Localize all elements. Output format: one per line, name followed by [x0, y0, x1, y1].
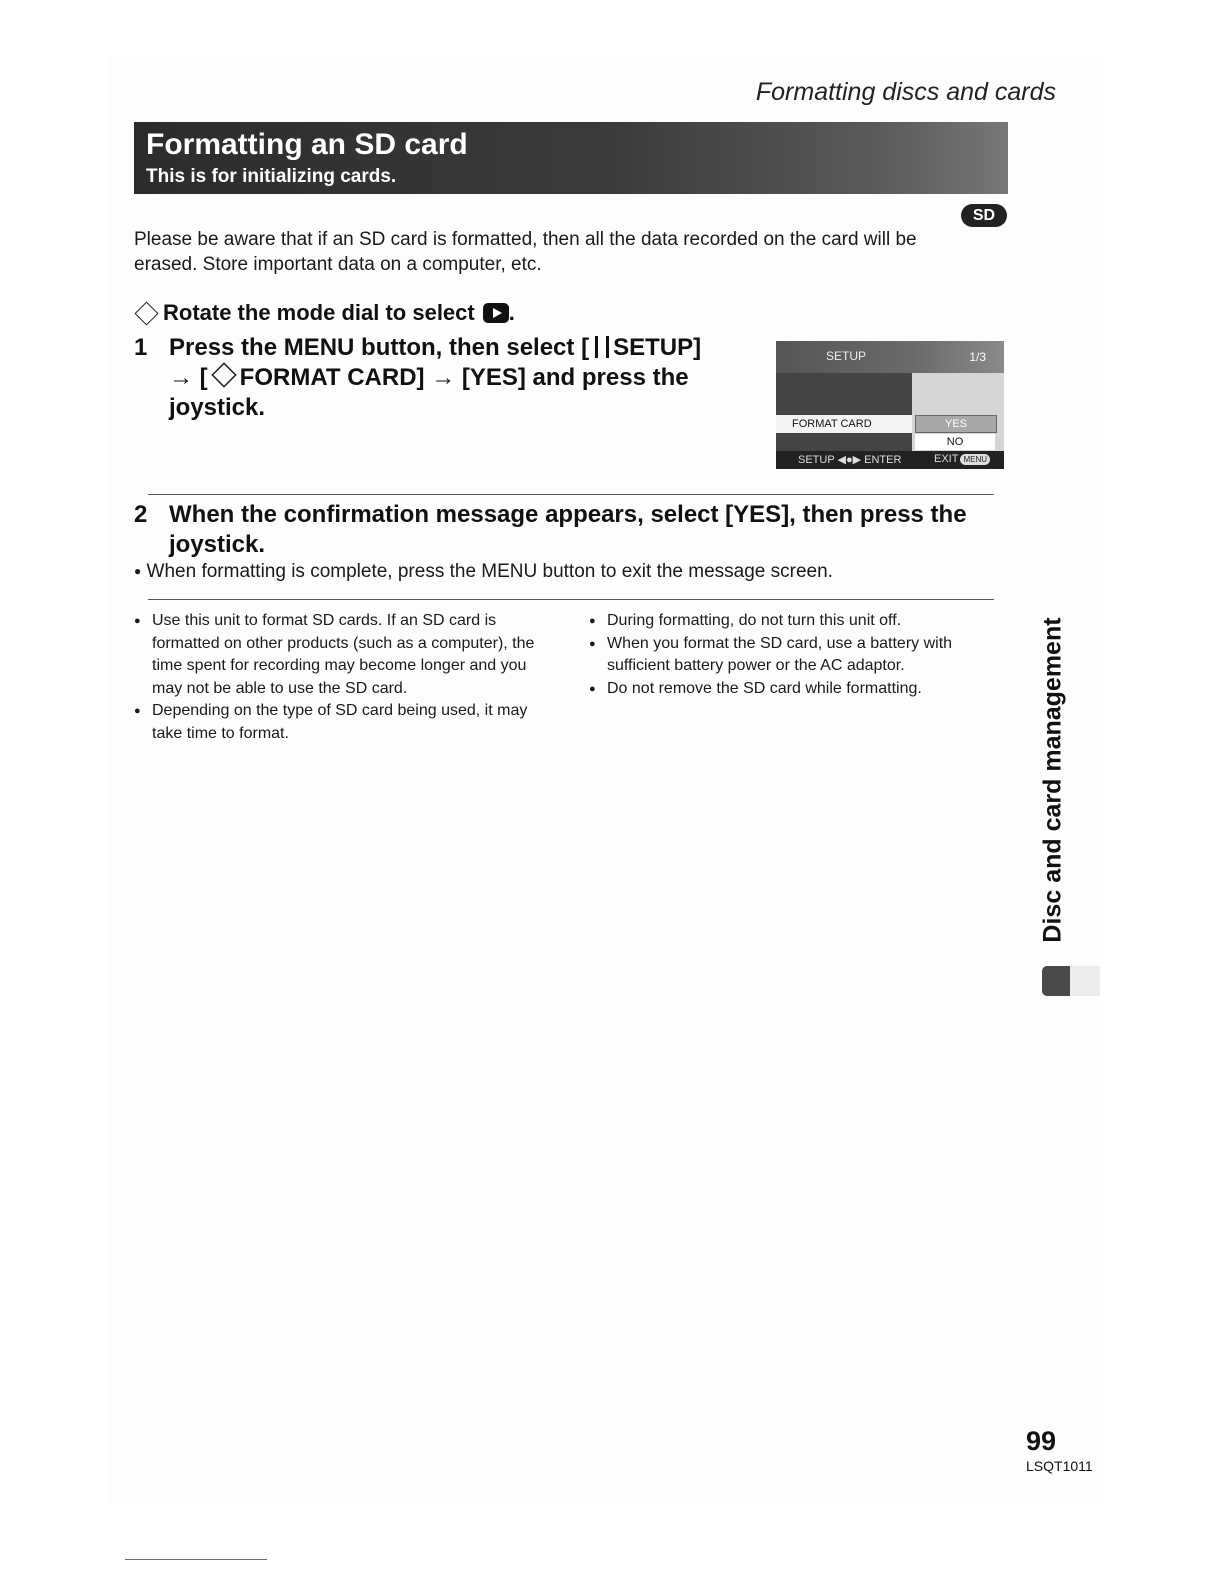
note-item: ● When you format the SD card, use a battery with sufficient battery power or the AC adaptor.	[589, 633, 1009, 678]
step-2-text	[169, 500, 967, 560]
step-1-text-e: joystick.	[169, 394, 266, 421]
screen-exit-label: EXIT	[933, 453, 959, 465]
step-1-text-c: → [	[169, 364, 208, 391]
lcd-screen-illustration	[776, 341, 1004, 469]
note-item: ● Use this unit to format SD cards. If an SD card is formatted on other products (such as a computer), the time spent for recording may become longer and you may not be able to use the SD card.	[134, 610, 544, 700]
intro-paragraph: Please be aware that if an SD card is formatted, then all the data recorded on the card will be erased. Store important data on a computer, etc.	[134, 229, 917, 275]
screen-format-card-label: FORMAT CARD	[792, 418, 872, 430]
note-item: ● Depending on the type of SD card being used, it may take time to format.	[134, 700, 544, 745]
step-1-text-a: Press the MENU button, then select [	[169, 334, 590, 361]
divider-bottom	[148, 599, 994, 600]
section-banner	[134, 122, 1008, 194]
chapter-marker	[1042, 966, 1070, 996]
notes-right-column	[589, 610, 1009, 700]
sd-badge: SD	[961, 204, 1007, 227]
step-1-number: 1	[134, 334, 148, 361]
step-1-text-b: SETUP]	[613, 334, 702, 361]
note-item: ● During formatting, do not turn this unit off.	[589, 610, 1009, 633]
chapter-side-tab-label: Disc and card management	[1038, 617, 1067, 943]
playback-mode-icon	[483, 303, 509, 323]
pre-step-instruction	[134, 300, 515, 326]
page-number: 99	[1026, 1426, 1057, 1456]
format-card-icon	[211, 362, 236, 387]
step-2-line-1: When the confirmation message appears, select [YES], then press the	[169, 501, 967, 528]
note-item: ● Do not remove the SD card while formatting.	[589, 678, 1009, 701]
step-2-note-text: When formatting is complete, press the MENU button to exit the message screen.	[146, 561, 833, 582]
pre-step-text: Rotate the mode dial to select	[163, 300, 475, 325]
chapter-marker-fade	[1070, 966, 1100, 996]
step-2-number: 2	[134, 501, 148, 528]
menu-button-icon: MENU	[960, 454, 990, 465]
step-2-line-2: joystick.	[169, 531, 266, 558]
model-code: LSQT1011	[1026, 1458, 1093, 1474]
chapter-side-tab	[1028, 600, 1078, 960]
section-title: Formatting an SD card	[146, 128, 468, 161]
screen-footer-right	[934, 453, 990, 465]
screen-footer-left: SETUP ◀●▶ ENTER	[798, 454, 902, 466]
step-2-note	[134, 561, 994, 583]
screen-option-yes: YES	[915, 415, 997, 433]
pre-step-suffix: .	[508, 300, 515, 325]
section-subtitle: This is for initializing cards.	[146, 166, 397, 187]
setup-icon	[595, 336, 609, 358]
bullet-icon: ●	[134, 564, 142, 578]
screen-format-card-row	[776, 415, 912, 433]
step-1-text	[169, 333, 701, 423]
screen-option-no: NO	[915, 434, 995, 450]
screen-header	[776, 341, 1004, 373]
bottom-link-line	[125, 1559, 267, 1560]
step-1-text-d: FORMAT CARD] → [YES] and press the	[239, 364, 689, 391]
diamond-icon	[134, 301, 158, 325]
screen-page: 1/3	[969, 350, 986, 364]
divider-top	[148, 494, 994, 495]
screen-title: SETUP	[826, 349, 867, 363]
screen-footer	[776, 451, 1004, 469]
running-header: Formatting discs and cards	[755, 78, 1056, 106]
notes-left-column	[134, 610, 544, 746]
